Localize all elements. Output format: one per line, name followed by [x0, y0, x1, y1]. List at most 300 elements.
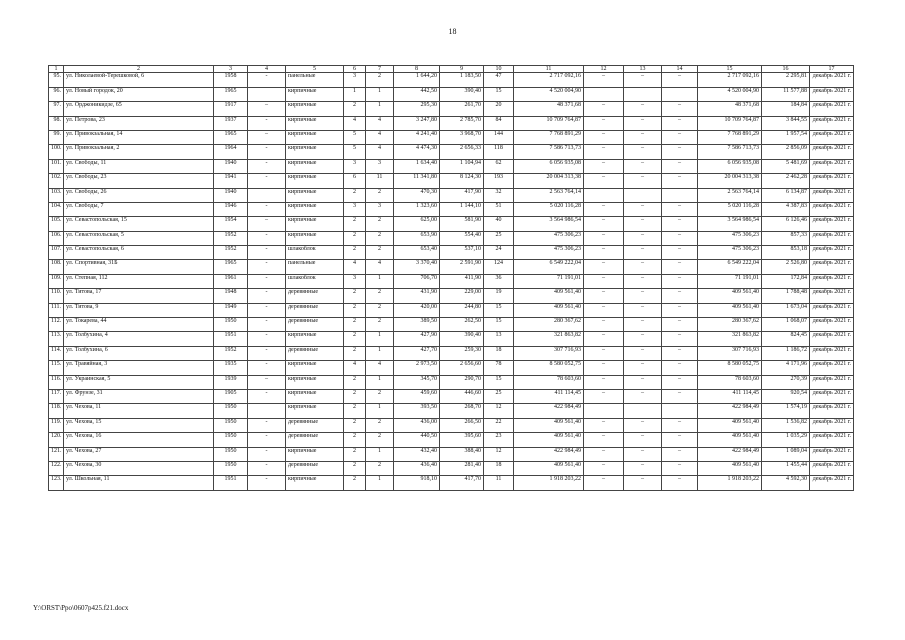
cost-col-12-cell — [584, 404, 624, 418]
living-area-cell: 390,40 — [440, 87, 484, 101]
residents-cell: 23 — [484, 433, 514, 447]
total-cost-cell: 409 561,40 — [514, 433, 584, 447]
row-number-cell: 96. — [49, 87, 64, 101]
floors-cell: 2 — [344, 303, 366, 317]
completion-date-cell: декабрь 2021 г. — [810, 346, 854, 360]
residents-cell: 25 — [484, 231, 514, 245]
year-built-cell: 1958 — [214, 73, 248, 87]
completion-date-cell: декабрь 2021 г. — [810, 159, 854, 173]
cost-col-14-cell: – — [662, 159, 698, 173]
year-built-cell: 1905 — [214, 390, 248, 404]
cost-per-sqm-cell: 1 673,04 — [762, 303, 810, 317]
cost-col-12-cell: – — [584, 174, 624, 188]
cost-per-sqm-cell: 172,84 — [762, 274, 810, 288]
address-cell: ул. Травяйная, 3 — [64, 361, 214, 375]
address-cell: ул. Свободы, 7 — [64, 202, 214, 216]
cost-col-15-cell: 411 114,45 — [698, 390, 762, 404]
residents-cell: 20 — [484, 102, 514, 116]
total-cost-cell: 48 371,68 — [514, 102, 584, 116]
table-row — [49, 461, 854, 475]
cost-col-12-cell: – — [584, 447, 624, 461]
table-row — [49, 361, 854, 375]
completion-date-cell: декабрь 2021 г. — [810, 130, 854, 144]
year-built-cell: 1965 — [214, 87, 248, 101]
wall-col-4-cell: – — [248, 375, 286, 389]
total-cost-cell: 409 561,40 — [514, 461, 584, 475]
floors-cell: 2 — [344, 217, 366, 231]
table-row — [49, 476, 854, 490]
cost-per-sqm-cell: 1 455,44 — [762, 461, 810, 475]
entrances-cell: 4 — [366, 145, 394, 159]
total-cost-cell: 409 561,40 — [514, 289, 584, 303]
cost-per-sqm-cell: 1 957,54 — [762, 130, 810, 144]
residents-cell: 40 — [484, 217, 514, 231]
column-number-cell: 16 — [762, 66, 810, 73]
address-cell: ул. Орджоникидзе, 65 — [64, 102, 214, 116]
entrances-cell: 4 — [366, 130, 394, 144]
living-area-cell: 266,50 — [440, 418, 484, 432]
wall-material-cell: кирпичные — [286, 231, 344, 245]
completion-date-cell: декабрь 2021 г. — [810, 231, 854, 245]
year-built-cell: 1917 — [214, 102, 248, 116]
cost-per-sqm-cell: 824,45 — [762, 332, 810, 346]
cost-col-14-cell: – — [662, 145, 698, 159]
cost-col-15-cell: 7 586 713,73 — [698, 145, 762, 159]
cost-col-13-cell: – — [624, 217, 662, 231]
cost-col-13-cell: – — [624, 246, 662, 260]
floors-cell: 6 — [344, 174, 366, 188]
cost-col-15-cell: 422 984,49 — [698, 404, 762, 418]
cost-col-15-cell: 5 020 116,28 — [698, 202, 762, 216]
residents-cell: 124 — [484, 260, 514, 274]
floors-cell: 2 — [344, 332, 366, 346]
residents-cell: 78 — [484, 361, 514, 375]
wall-material-cell: кирпичные — [286, 447, 344, 461]
cost-col-14-cell: – — [662, 346, 698, 360]
year-built-cell: 1950 — [214, 447, 248, 461]
year-built-cell: 1952 — [214, 231, 248, 245]
cost-per-sqm-cell: 11 577,88 — [762, 87, 810, 101]
column-number-row — [49, 66, 854, 73]
total-area-cell: 918,10 — [394, 476, 440, 490]
address-cell: ул. Петрова, 23 — [64, 116, 214, 130]
completion-date-cell: декабрь 2021 г. — [810, 433, 854, 447]
table-row — [49, 246, 854, 260]
residents-cell: 144 — [484, 130, 514, 144]
floors-cell: 2 — [344, 418, 366, 432]
completion-date-cell: декабрь 2021 г. — [810, 418, 854, 432]
living-area-cell: 1 104,94 — [440, 159, 484, 173]
address-cell: ул. Толбухина, 4 — [64, 332, 214, 346]
wall-material-cell: деревянные — [286, 418, 344, 432]
year-built-cell: 1946 — [214, 202, 248, 216]
entrances-cell: 3 — [366, 159, 394, 173]
cost-col-12-cell: – — [584, 246, 624, 260]
floors-cell: 4 — [344, 260, 366, 274]
residents-cell: 62 — [484, 159, 514, 173]
cost-col-13-cell: – — [624, 375, 662, 389]
cost-col-15-cell: 48 371,68 — [698, 102, 762, 116]
floors-cell: 5 — [344, 130, 366, 144]
cost-col-12-cell — [584, 87, 624, 101]
total-area-cell: 11 341,80 — [394, 174, 440, 188]
entrances-cell: 2 — [366, 418, 394, 432]
wall-col-4-cell: – — [248, 217, 286, 231]
cost-per-sqm-cell: 5 481,69 — [762, 159, 810, 173]
wall-col-4-cell: – — [248, 102, 286, 116]
cost-col-14-cell: – — [662, 390, 698, 404]
living-area-cell: 281,40 — [440, 461, 484, 475]
row-number-cell: 109. — [49, 274, 64, 288]
total-area-cell: 442,50 — [394, 87, 440, 101]
address-cell: ул. Фрунзе, 31 — [64, 390, 214, 404]
entrances-cell: 2 — [366, 289, 394, 303]
cost-col-13-cell: – — [624, 418, 662, 432]
total-area-cell: 440,50 — [394, 433, 440, 447]
completion-date-cell: декабрь 2021 г. — [810, 174, 854, 188]
total-cost-cell: 7 768 891,29 — [514, 130, 584, 144]
cost-col-12-cell: – — [584, 145, 624, 159]
column-number-cell: 13 — [624, 66, 662, 73]
living-area-cell: 8 124,30 — [440, 174, 484, 188]
cost-per-sqm-cell: 1 035,29 — [762, 433, 810, 447]
cost-col-14-cell: – — [662, 361, 698, 375]
floors-cell: 4 — [344, 361, 366, 375]
completion-date-cell: декабрь 2021 г. — [810, 289, 854, 303]
living-area-cell: 2 656,33 — [440, 145, 484, 159]
wall-col-4-cell — [248, 87, 286, 101]
entrances-cell: 4 — [366, 260, 394, 274]
cost-col-12-cell: – — [584, 346, 624, 360]
year-built-cell: 1949 — [214, 303, 248, 317]
cost-col-12-cell — [584, 188, 624, 202]
total-area-cell: 420,00 — [394, 303, 440, 317]
year-built-cell: 1935 — [214, 361, 248, 375]
cost-col-14-cell: – — [662, 461, 698, 475]
entrances-cell: 2 — [366, 246, 394, 260]
address-cell: ул. Севастопольская, 6 — [64, 246, 214, 260]
cost-col-15-cell: 3 564 986,54 — [698, 217, 762, 231]
cost-col-15-cell: 409 561,40 — [698, 418, 762, 432]
cost-col-12-cell: – — [584, 159, 624, 173]
floors-cell: 2 — [344, 461, 366, 475]
total-cost-cell: 475 306,23 — [514, 246, 584, 260]
total-area-cell: 345,70 — [394, 375, 440, 389]
total-cost-cell: 6 549 222,04 — [514, 260, 584, 274]
document-file-path: Y:\ORST\Ppo\0607p425.f21.docx — [33, 604, 129, 612]
living-area-cell: 3 968,70 — [440, 130, 484, 144]
year-built-cell: 1961 — [214, 274, 248, 288]
residents-cell: 22 — [484, 418, 514, 432]
cost-col-15-cell: 71 191,01 — [698, 274, 762, 288]
column-number-cell: 8 — [394, 66, 440, 73]
total-cost-cell: 411 114,45 — [514, 390, 584, 404]
row-number-cell: 95. — [49, 73, 64, 87]
cost-col-14-cell: – — [662, 433, 698, 447]
year-built-cell: 1937 — [214, 116, 248, 130]
residents-cell: 15 — [484, 303, 514, 317]
cost-col-13-cell: – — [624, 116, 662, 130]
cost-per-sqm-cell: 6 134,87 — [762, 188, 810, 202]
cost-col-13-cell: – — [624, 461, 662, 475]
column-number-cell: 3 — [214, 66, 248, 73]
cost-col-14-cell: – — [662, 375, 698, 389]
wall-col-4-cell: - — [248, 274, 286, 288]
living-area-cell: 1 183,50 — [440, 73, 484, 87]
wall-col-4-cell: - — [248, 246, 286, 260]
residents-cell: 193 — [484, 174, 514, 188]
cost-col-13-cell — [624, 404, 662, 418]
column-number-cell: 17 — [810, 66, 854, 73]
wall-material-cell: кирпичные — [286, 217, 344, 231]
total-area-cell: 706,70 — [394, 274, 440, 288]
wall-col-4-cell — [248, 188, 286, 202]
cost-per-sqm-cell: 857,33 — [762, 231, 810, 245]
cost-col-14-cell: – — [662, 231, 698, 245]
cost-col-14-cell: – — [662, 303, 698, 317]
wall-col-4-cell: - — [248, 260, 286, 274]
floors-cell: 2 — [344, 476, 366, 490]
column-number-cell: 14 — [662, 66, 698, 73]
total-cost-cell: 409 561,40 — [514, 303, 584, 317]
table-row — [49, 231, 854, 245]
cost-col-12-cell: – — [584, 461, 624, 475]
completion-date-cell: декабрь 2021 г. — [810, 303, 854, 317]
total-cost-cell: 280 367,62 — [514, 318, 584, 332]
living-area-cell: 2 591,90 — [440, 260, 484, 274]
address-cell: ул. Чехова, 27 — [64, 447, 214, 461]
wall-col-4-cell: - — [248, 447, 286, 461]
cost-col-15-cell: 4 520 004,90 — [698, 87, 762, 101]
living-area-cell: 229,00 — [440, 289, 484, 303]
floors-cell: 2 — [344, 246, 366, 260]
row-number-cell: 102. — [49, 174, 64, 188]
column-number-cell: 4 — [248, 66, 286, 73]
floors-cell: 3 — [344, 202, 366, 216]
table-row — [49, 318, 854, 332]
row-number-cell: 103. — [49, 188, 64, 202]
cost-per-sqm-cell: 2 526,80 — [762, 260, 810, 274]
column-number-cell: 10 — [484, 66, 514, 73]
residents-cell: 15 — [484, 87, 514, 101]
table-row — [49, 188, 854, 202]
page-number: 18 — [448, 27, 457, 36]
year-built-cell: 1964 — [214, 145, 248, 159]
cost-col-15-cell: 422 984,49 — [698, 447, 762, 461]
cost-per-sqm-cell: 184,84 — [762, 102, 810, 116]
row-number-cell: 114. — [49, 346, 64, 360]
floors-cell: 1 — [344, 87, 366, 101]
cost-col-14-cell: – — [662, 260, 698, 274]
row-number-cell: 101. — [49, 159, 64, 173]
residents-cell: 51 — [484, 202, 514, 216]
address-cell: ул. Чехова, 16 — [64, 433, 214, 447]
wall-material-cell: кирпичные — [286, 332, 344, 346]
cost-col-13-cell: – — [624, 346, 662, 360]
total-area-cell: 295,30 — [394, 102, 440, 116]
wall-material-cell: кирпичные — [286, 116, 344, 130]
cost-col-12-cell: – — [584, 274, 624, 288]
total-cost-cell: 5 020 116,28 — [514, 202, 584, 216]
wall-col-4-cell: - — [248, 289, 286, 303]
living-area-cell: 417,70 — [440, 476, 484, 490]
table-row — [49, 332, 854, 346]
total-area-cell: 3 370,40 — [394, 260, 440, 274]
total-cost-cell: 78 603,60 — [514, 375, 584, 389]
cost-col-13-cell: – — [624, 202, 662, 216]
cost-col-15-cell: 475 306,23 — [698, 231, 762, 245]
residents-cell: 118 — [484, 145, 514, 159]
living-area-cell: 262,50 — [440, 318, 484, 332]
total-area-cell: 432,40 — [394, 447, 440, 461]
residents-cell: 18 — [484, 346, 514, 360]
address-cell: ул. Привокзальная, 14 — [64, 130, 214, 144]
living-area-cell: 261,70 — [440, 102, 484, 116]
floors-cell: 2 — [344, 231, 366, 245]
total-cost-cell: 3 564 986,54 — [514, 217, 584, 231]
completion-date-cell: декабрь 2021 г. — [810, 145, 854, 159]
table-row — [49, 404, 854, 418]
year-built-cell: 1940 — [214, 159, 248, 173]
wall-col-4-cell: - — [248, 174, 286, 188]
total-cost-cell: 409 561,40 — [514, 418, 584, 432]
floors-cell: 2 — [344, 433, 366, 447]
entrances-cell: 2 — [366, 217, 394, 231]
cost-col-13-cell: – — [624, 73, 662, 87]
row-number-cell: 100. — [49, 145, 64, 159]
cost-col-13-cell: – — [624, 274, 662, 288]
cost-col-12-cell: – — [584, 73, 624, 87]
entrances-cell: 2 — [366, 461, 394, 475]
total-area-cell: 653,40 — [394, 246, 440, 260]
cost-col-14-cell: – — [662, 418, 698, 432]
year-built-cell: 1950 — [214, 461, 248, 475]
total-cost-cell: 20 004 313,38 — [514, 174, 584, 188]
cost-col-13-cell: – — [624, 303, 662, 317]
row-number-cell: 107. — [49, 246, 64, 260]
cost-col-12-cell: – — [584, 433, 624, 447]
cost-col-13-cell: – — [624, 318, 662, 332]
address-cell: ул. Севастопольская, 5 — [64, 231, 214, 245]
year-built-cell: 1939 — [214, 375, 248, 389]
cost-col-13-cell — [624, 188, 662, 202]
address-cell: ул. Чехова, 15 — [64, 418, 214, 432]
residents-cell: 47 — [484, 73, 514, 87]
wall-col-4-cell: - — [248, 231, 286, 245]
row-number-cell: 99. — [49, 130, 64, 144]
cost-col-12-cell: – — [584, 332, 624, 346]
cost-col-15-cell: 7 768 891,29 — [698, 130, 762, 144]
cost-col-12-cell: – — [584, 116, 624, 130]
living-area-cell: 554,40 — [440, 231, 484, 245]
cost-col-13-cell: – — [624, 476, 662, 490]
cost-col-15-cell: 280 367,62 — [698, 318, 762, 332]
living-area-cell: 390,40 — [440, 332, 484, 346]
total-area-cell: 459,60 — [394, 390, 440, 404]
wall-material-cell: кирпичные — [286, 361, 344, 375]
entrances-cell: 1 — [366, 476, 394, 490]
total-area-cell: 1 634,40 — [394, 159, 440, 173]
total-area-cell: 4 474,30 — [394, 145, 440, 159]
total-area-cell: 2 973,50 — [394, 361, 440, 375]
wall-col-4-cell: - — [248, 318, 286, 332]
year-built-cell: 1965 — [214, 130, 248, 144]
completion-date-cell: декабрь 2021 г. — [810, 217, 854, 231]
wall-material-cell: деревянные — [286, 461, 344, 475]
cost-col-14-cell: – — [662, 130, 698, 144]
wall-col-4-cell: - — [248, 346, 286, 360]
total-area-cell: 470,30 — [394, 188, 440, 202]
total-cost-cell: 71 191,01 — [514, 274, 584, 288]
cost-col-13-cell: – — [624, 102, 662, 116]
floors-cell: 3 — [344, 73, 366, 87]
entrances-cell: 2 — [366, 303, 394, 317]
living-area-cell: 259,30 — [440, 346, 484, 360]
total-area-cell: 653,90 — [394, 231, 440, 245]
column-number-cell: 9 — [440, 66, 484, 73]
living-area-cell: 417,90 — [440, 188, 484, 202]
entrances-cell: 1 — [366, 274, 394, 288]
table-row — [49, 130, 854, 144]
cost-col-15-cell: 321 863,82 — [698, 332, 762, 346]
cost-per-sqm-cell: 1 536,82 — [762, 418, 810, 432]
floors-cell: 2 — [344, 188, 366, 202]
table-row — [49, 418, 854, 432]
cost-per-sqm-cell: 1 068,07 — [762, 318, 810, 332]
cost-col-12-cell: – — [584, 418, 624, 432]
total-area-cell: 3 247,80 — [394, 116, 440, 130]
column-number-cell: 1 — [49, 66, 64, 73]
table-row — [49, 116, 854, 130]
year-built-cell: 1950 — [214, 318, 248, 332]
wall-col-4-cell: - — [248, 145, 286, 159]
address-cell: ул. Школьная, 11 — [64, 476, 214, 490]
year-built-cell: 1941 — [214, 174, 248, 188]
cost-col-15-cell: 78 603,60 — [698, 375, 762, 389]
total-cost-cell: 2 563 764,14 — [514, 188, 584, 202]
row-number-cell: 110. — [49, 289, 64, 303]
address-cell: ул. Чехова, 11 — [64, 404, 214, 418]
living-area-cell: 268,70 — [440, 404, 484, 418]
wall-material-cell: панельные — [286, 260, 344, 274]
cost-col-13-cell: – — [624, 332, 662, 346]
column-number-cell: 12 — [584, 66, 624, 73]
wall-material-cell: кирпичные — [286, 87, 344, 101]
cost-per-sqm-cell: 4 592,30 — [762, 476, 810, 490]
cost-col-14-cell: – — [662, 73, 698, 87]
column-number-cell: 11 — [514, 66, 584, 73]
column-number-cell: 15 — [698, 66, 762, 73]
total-cost-cell: 307 716,93 — [514, 346, 584, 360]
address-cell: ул. Свободы, 11 — [64, 159, 214, 173]
wall-col-4-cell: – — [248, 130, 286, 144]
table-row — [49, 274, 854, 288]
wall-material-cell: кирпичные — [286, 130, 344, 144]
cost-per-sqm-cell: 2 856,09 — [762, 145, 810, 159]
address-cell: ул. Спортивная, 31Б — [64, 260, 214, 274]
row-number-cell: 108. — [49, 260, 64, 274]
cost-col-15-cell: 409 561,40 — [698, 303, 762, 317]
row-number-cell: 120. — [49, 433, 64, 447]
table-row — [49, 174, 854, 188]
row-number-cell: 118. — [49, 404, 64, 418]
total-area-cell: 393,50 — [394, 404, 440, 418]
cost-per-sqm-cell: 853,18 — [762, 246, 810, 260]
wall-col-4-cell: - — [248, 303, 286, 317]
table-row — [49, 145, 854, 159]
cost-col-14-cell: – — [662, 289, 698, 303]
cost-col-15-cell: 10 709 764,87 — [698, 116, 762, 130]
